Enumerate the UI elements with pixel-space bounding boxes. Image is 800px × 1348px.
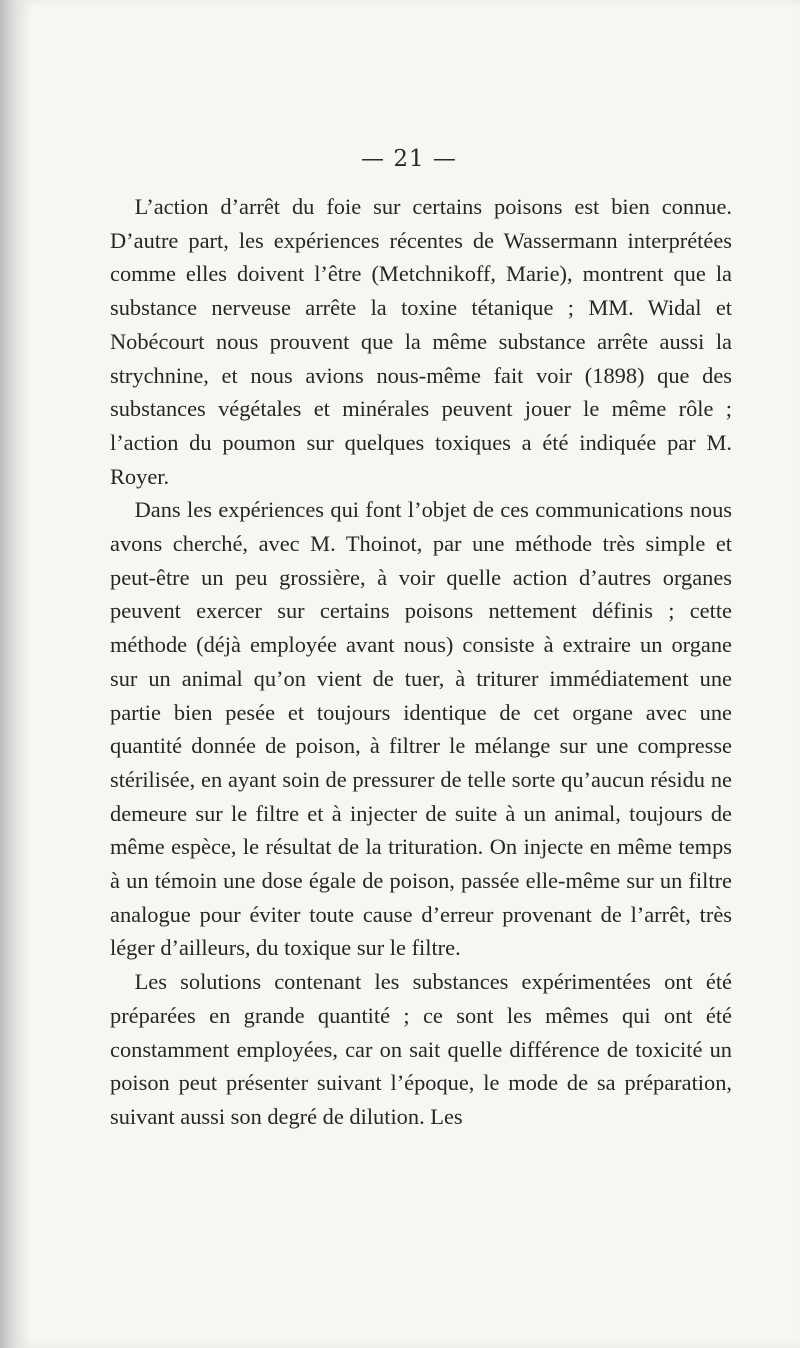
body-text [110, 190, 732, 1134]
scan-edge [0, 0, 18, 1348]
page-number: — 21 — [361, 146, 457, 172]
paragraph-3: Les solutions contenant les substances expérimentées ont été préparées en grande quantité ; ce sont les mêmes qui ont été constamment employées, car on sait quelle différence de toxicité un poison peut présenter suivant l’époque, le mode de sa préparation, suivant aussi son degré de dilution. Les [110, 969, 732, 1129]
paragraph-2: Dans les expériences qui font l’objet de ces communications nous avons cherché, avec M. Thoinot, par une méthode très simple et peut-être un peu grossière, à voir quelle action d’autres organes peuvent exercer sur certains poisons nettement définis ; cette méthode (déjà employée avant nous) consiste à extraire un organe sur un animal qu’on vient de tuer, à triturer immédiatement une partie bien pesée et toujours identique de cet organe avec une quantité donnée de poison, à filtrer le mélange sur une compresse stérilisée, en ayant soin de pressurer de telle sorte qu’aucun résidu ne demeure sur le filtre et à injecter de suite à un animal, toujours de même espèce, le résultat de la trituration. On injecte en même temps à un témoin une dose égale de poison, passée elle-même sur un filtre analogue pour éviter toute cause d’erreur provenant de l’arrêt, très léger d’ailleurs, du toxique sur le filtre. [110, 497, 732, 961]
book-page [18, 0, 800, 1348]
paragraph-1: L’action d’arrêt du foie sur certains poisons est bien connue. D’autre part, les expériences récentes de Wassermann interprétées comme elles doivent l’être (Metchnikoff, Marie), montrent que la substance nerveuse arrête la toxine tétanique ; MM. Widal et Nobécourt nous prouvent que la même substance arrête aussi la strychnine, et nous avions nous-même fait voir (1898) que des substances végétales et minérales peuvent jouer le même rôle ; l’action du poumon sur quelques toxiques a été indiquée par M. Royer. [110, 194, 732, 489]
